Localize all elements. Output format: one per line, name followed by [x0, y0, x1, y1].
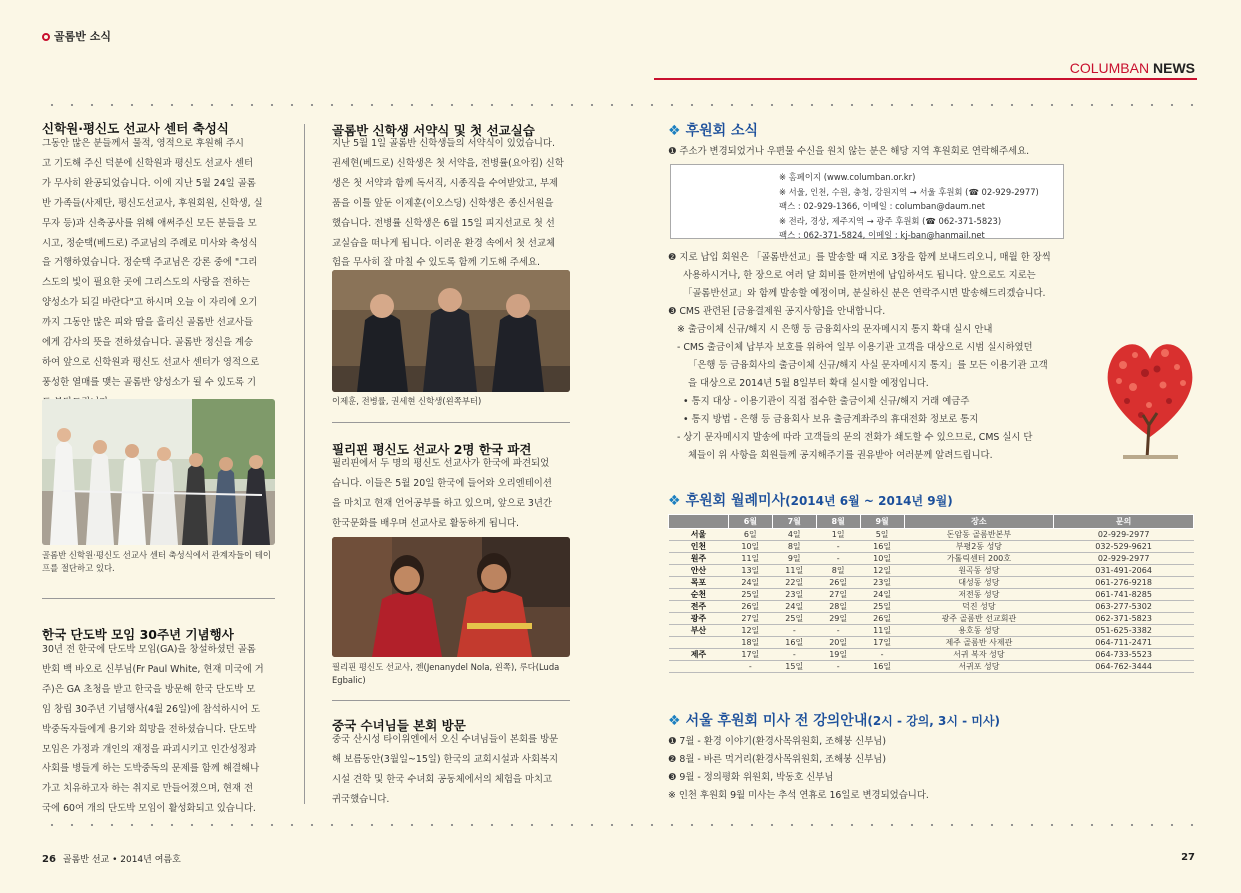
table-cell: 062-371-5823: [1054, 613, 1194, 625]
table-cell: 02-929-2977: [1054, 553, 1194, 565]
table-row-header: 서울: [669, 529, 729, 541]
table-cell: 26일: [816, 577, 860, 589]
list-item: ❷ 8월 - 바른 먹거리(환경사목위원회, 조해붕 신부님): [668, 754, 887, 765]
table-cell: 29일: [816, 613, 860, 625]
top-dotted-rule: [42, 104, 1197, 106]
news-intro: ❶ 주소가 변경되었거나 우편물 수신을 원치 않는 분은 해당 지역 후원회로 연락해주세요.: [668, 146, 1030, 157]
article-body: 30년 전 한국에 단도박 모임(GA)을 창설하셨던 골롬 반회 백 바오로 신부님(Fr Paul White, 현재 미국에 거 주)은 GA 초청을 받고 한국을 방문해 한국 단도박 모 임 창립 30주년 기념행사(4월 26일)에 참석하시어 도 박중독자들에게 용기와 희망을 전하셨습니다. 단도박 모임은 가정과 개인의 재정을 파괴시키고 인간성정과 사회를 병들게 하는 도박중독의 문제를 함께 해결해나 가고 치유하고자 하는 취지로 만들어졌으며, 현재 전 국에 60여 개의 단도박 모임이 활성화되고 있습니다.: [42, 644, 264, 815]
section-label: 골롬반 소식: [42, 28, 111, 44]
table-row-header: 목포: [669, 577, 729, 589]
missionaries-photo: [332, 537, 570, 657]
table-cell: 061-276-9218: [1054, 577, 1194, 589]
table-cell: 저전동 성당: [904, 589, 1054, 601]
article-body: 지난 5월 1일 골롬반 신학생들의 서약식이 있었습니다. 권세현(베드로) 신학생은 첫 서약을, 전병률(요아킴) 신학 생은 첫 서약과 함께 독서직, 시종직을 수여받았고, 부제 품을 이틀 앞둔 이제훈(이오스딩) 신학생은 종신서원을 했습니다. 전병률 신학생은 6월 15일 피지선교로 첫 선 교실습을 떠나게 됩니다. 이러운 환경 속에서 첫 선교체 험을 무사히 잘 마칠 수 있도록 함께 기도해 주세요.: [332, 138, 564, 269]
table-cell: 10일: [860, 553, 904, 565]
table-cell: 5일: [860, 529, 904, 541]
section-heading: ❖ 후원회 월례미사(2014년 6월 ~ 2014년 9월): [668, 493, 953, 509]
table-cell: 031-491-2064: [1054, 565, 1194, 577]
lecture-list: [668, 733, 929, 805]
lecture-note: ※ 인천 후원회 9월 미사는 추석 연휴로 16일로 변경되었습니다.: [668, 790, 929, 801]
table-row-header: [669, 661, 729, 673]
table-cell: 24일: [728, 577, 772, 589]
number-1-icon: ❶: [668, 736, 677, 747]
table-row: [669, 625, 1194, 637]
table-row: [669, 577, 1194, 589]
table-cell: 16일: [860, 661, 904, 673]
table-cell: 28일: [816, 601, 860, 613]
table-row: [669, 649, 1194, 661]
table-cell: 광주 골롬반 선교회관: [904, 613, 1054, 625]
table-cell: -: [772, 625, 816, 637]
seminarians-photo: [332, 270, 570, 392]
bottom-dotted-rule: [42, 824, 1197, 826]
table-cell: 8일: [816, 565, 860, 577]
photo-caption: 골롬반 신학원·평신도 선교사 센터 축성식에서 관계자들이 테이 프를 절단하고 있다.: [42, 550, 271, 573]
table-cell: 13일: [728, 565, 772, 577]
article-title: 중국 수녀님들 본회 방문: [332, 718, 466, 733]
list-item: ❶ 7월 - 환경 이야기(환경사목위원회, 조해붕 신부님): [668, 736, 887, 747]
brand-title: COLUMBAN NEWS: [1069, 60, 1195, 76]
table-cell: 8일: [772, 541, 816, 553]
photo-caption: 필리핀 평신도 선교사, 젠(Jenanydel Nola, 왼쪽), 루다(Luda Egbalic): [332, 662, 560, 685]
table-cell: 27일: [728, 613, 772, 625]
column-divider: [304, 124, 305, 804]
table-cell: 11일: [772, 565, 816, 577]
list-item: ❸ 9월 - 정의평화 위원회, 박동호 신부님: [668, 772, 834, 783]
table-row-header: 안산: [669, 565, 729, 577]
table-cell: 1일: [816, 529, 860, 541]
table-cell: 20일: [816, 637, 860, 649]
table-row: [669, 589, 1194, 601]
table-cell: -: [728, 661, 772, 673]
table-cell: 서귀포 성당: [904, 661, 1054, 673]
table-row: [669, 661, 1194, 673]
table-row: [669, 565, 1194, 577]
table-cell: -: [772, 649, 816, 661]
table-cell: -: [816, 625, 860, 637]
table-cell: 6일: [728, 529, 772, 541]
table-cell: 17일: [728, 649, 772, 661]
table-cell: 061-741-8285: [1054, 589, 1194, 601]
table-cell: 24일: [772, 601, 816, 613]
table-row: [669, 529, 1194, 541]
table-row: [669, 613, 1194, 625]
table-row-header: 원주: [669, 553, 729, 565]
table-cell: 11일: [728, 553, 772, 565]
table-cell: 덕진 성당: [904, 601, 1054, 613]
table-cell: 용호동 성당: [904, 625, 1054, 637]
article-body: 필리핀에서 두 명의 평신도 선교사가 한국에 파견되었 습니다. 이들은 5월 20일 한국에 들어와 오리엔테이션 을 마치고 현재 언어공부를 하고 있으며, 앞으로 3년간 한국문화를 배우며 선교사로 활동하게 됩니다.: [332, 458, 552, 529]
cms-notice: ❸ CMS 관련된 [금융결제원 공지사항]을 안내합니다. ※ 출금이체 신규/해지 시 은행 등 금융회사의 문자메시지 통지 확대 실시 안내 - CMS 출금이체 납부자 보호를 위하여 일부 이용기관 고객을 대상으로 시범 실시하였던 「은행 등 금융회사의 출금이체 신규/해지 사실 문자메시지 통지」를 모든 이용기관 고객 을 대상으로 2014년 5월 8일부터 확대 실시할 예정입니다. • 통지 대상 - 이용기관이 직접 접수한 출금이체 신규/해지 거래 예금주 • 통지 방법 - 은행 등 금융회사 보유 출금계좌주의 휴대전화 정보로 통지 - 상기 문자메시지 발송에 따라 고객들의 문의 전화가 쇄도할 수 있으므로, CMS 실시 단 체들이 위 사항을 회원들께 공지해주기를 권유받아 여러분께 알려드립니다.: [668, 306, 1048, 461]
table-cell: 22일: [772, 577, 816, 589]
table-cell: -: [860, 649, 904, 661]
table-header-row: 6월 7월 8월 9월 장소 문의: [669, 515, 1194, 529]
table-cell: 064-762-3444: [1054, 661, 1194, 673]
footer-left: 26 골롬반 선교 • 2014년 여름호: [42, 854, 181, 865]
table-row-header: [669, 637, 729, 649]
table-cell: 02-929-2977: [1054, 529, 1194, 541]
table-cell: 25일: [728, 589, 772, 601]
table-cell: 23일: [772, 589, 816, 601]
number-2-icon: ❷: [668, 754, 677, 765]
table-cell: 15일: [772, 661, 816, 673]
table-cell: -: [816, 541, 860, 553]
table-cell: 25일: [860, 601, 904, 613]
table-row-header: 부산: [669, 625, 729, 637]
divider: [332, 422, 570, 423]
diamond-icon: ❖: [668, 493, 681, 509]
article-title: 신학원·평신도 선교사 센터 축성식: [42, 121, 229, 136]
table-cell: 064-711-2471: [1054, 637, 1194, 649]
table-cell: -: [816, 553, 860, 565]
table-cell: 26일: [728, 601, 772, 613]
table-row-header: 제주: [669, 649, 729, 661]
table-cell: 서귀 복자 성당: [904, 649, 1054, 661]
bullet-icon: [42, 33, 50, 41]
table-row-header: 전주: [669, 601, 729, 613]
table-cell: 가톨릭센터 200호: [904, 553, 1054, 565]
photo-caption: 이제훈, 전병률, 권세현 신학생(왼쪽부터): [332, 396, 482, 406]
table-cell: 051-625-3382: [1054, 625, 1194, 637]
table-cell: -: [816, 661, 860, 673]
table-cell: 23일: [860, 577, 904, 589]
table-row: [669, 601, 1194, 613]
table-cell: 부평2동 성당: [904, 541, 1054, 553]
table-cell: 24일: [860, 589, 904, 601]
table-row: [669, 553, 1194, 565]
number-3-icon: ❸: [668, 772, 677, 783]
table-cell: 대성동 성당: [904, 577, 1054, 589]
heart-tree-illustration: [1103, 325, 1198, 460]
mass-schedule-table: [668, 514, 1194, 673]
section-heading: ❖ 후원회 소식: [668, 123, 759, 139]
table-row: [669, 637, 1194, 649]
table-row-header: 인천: [669, 541, 729, 553]
table-cell: 25일: [772, 613, 816, 625]
divider: [42, 598, 275, 599]
table-cell: 12일: [860, 565, 904, 577]
table-cell: 제주 골롬반 사제관: [904, 637, 1054, 649]
table-row-header: 순천: [669, 589, 729, 601]
number-1-icon: ❶: [668, 146, 677, 157]
brand-rule: [654, 78, 1197, 80]
table-cell: 19일: [816, 649, 860, 661]
table-cell: 16일: [860, 541, 904, 553]
table-cell: 9일: [772, 553, 816, 565]
table-cell: 4일: [772, 529, 816, 541]
table-row-header: 광주: [669, 613, 729, 625]
table-cell: 10일: [728, 541, 772, 553]
table-cell: 18일: [728, 637, 772, 649]
article-title: 필리핀 평신도 선교사 2명 한국 파견: [332, 442, 532, 457]
table-cell: 12일: [728, 625, 772, 637]
article-body: 그동안 많은 분들께서 물적, 영적으로 후원해 주시 고 기도해 주신 덕분에 신학원과 평신도 선교사 센터 가 무사히 완공되었습니다. 이에 지난 5월 24일 골롬 반 가족들(사제단, 평신도선교사, 후원회원, 신학생, 실 무자 등)과 신축공사를 위해 애써주신 모든 분들을 모 시고, 정순택(베드로) 주교님의 주례로 미사와 축성식 을 거행하였습니다. 정순택 주교님은 강론 중에 "그리 스도의 빛이 필요한 곳에 그리스도의 사랑을 전하는 양성소가 되길 바란다"고 하시며 오늘 이 자리에 오기 까지 그동안 많은 피와 땀을 흘리신 골롬반 선교사들 에게 감사의 뜻을 전하셨습니다. 골롬반 정신을 계승 하여 앞으로 신학원과 평신도 선교사 센터가 영적으로 풍성한 열매를 맺는 골롬반 양성소가 될 수 있도록 기: [42, 138, 263, 388]
contact-box: ※ 홈페이지 (www.columban.or.kr) ※ 서울, 인천, 수원, 충청, 강원지역 → 서울 후원회 (☎ 02-929-2977) 팩스 : 02-929-1366, 이메일 : columban@daum.net ※ 전라, 경상, 제주지역 → 광주 후원회 (☎ 062-371-5823) 팩스 : 062-371-5824, 이메일 : kj-ban@hanmail.net: [670, 164, 1064, 239]
footer-page-number: 27: [1181, 852, 1195, 863]
table-cell: 17일: [860, 637, 904, 649]
divider: [332, 700, 570, 701]
table-cell: 16일: [772, 637, 816, 649]
giro-notice: ❷ 지로 납입 회원은 「골롬반선교」를 발송할 때 지로 3장을 함께 보내드리오니, 매월 한 장씩 사용하시거나, 한 장으로 여러 달 회비를 한꺼번에 납입하셔도 됩니다. 앞으로도 지로는 「골롬반선교」와 함께 발송할 예정이며, 분실하신 분은 연락주시면 발송해드리겠습니다.: [668, 252, 1051, 299]
table-cell: 돈암동 골롬반본부: [904, 529, 1054, 541]
number-2-icon: ❷: [668, 252, 677, 263]
diamond-icon: ❖: [668, 713, 681, 729]
article-title: 한국 단도박 모임 30주년 기념행사: [42, 627, 234, 642]
article-body: 중국 산시성 타이위엔에서 오신 수녀님들이 본회를 방문 해 보름동안(3월일~15일) 한국의 교회시설과 사회복지 시설 견학 및 한국 수녀회 공동체에서의 체험을 마치고 귀국했습니다.: [332, 734, 559, 805]
diamond-icon: ❖: [668, 123, 681, 139]
table-cell: 064-733-5523: [1054, 649, 1194, 661]
table-cell: 원곡동 성당: [904, 565, 1054, 577]
section-heading: ❖ 서울 후원회 미사 전 강의안내(2시 - 강의, 3시 - 미사): [668, 713, 1000, 729]
number-3-icon: ❸: [668, 306, 677, 317]
table-cell: 11일: [860, 625, 904, 637]
table-cell: 063-277-5302: [1054, 601, 1194, 613]
table-cell: 27일: [816, 589, 860, 601]
article-title: 골롬반 신학생 서약식 및 첫 선교실습: [332, 123, 535, 138]
ceremony-photo: [42, 399, 275, 545]
table-cell: 26일: [860, 613, 904, 625]
table-row: [669, 541, 1194, 553]
table-cell: 032-529-9621: [1054, 541, 1194, 553]
